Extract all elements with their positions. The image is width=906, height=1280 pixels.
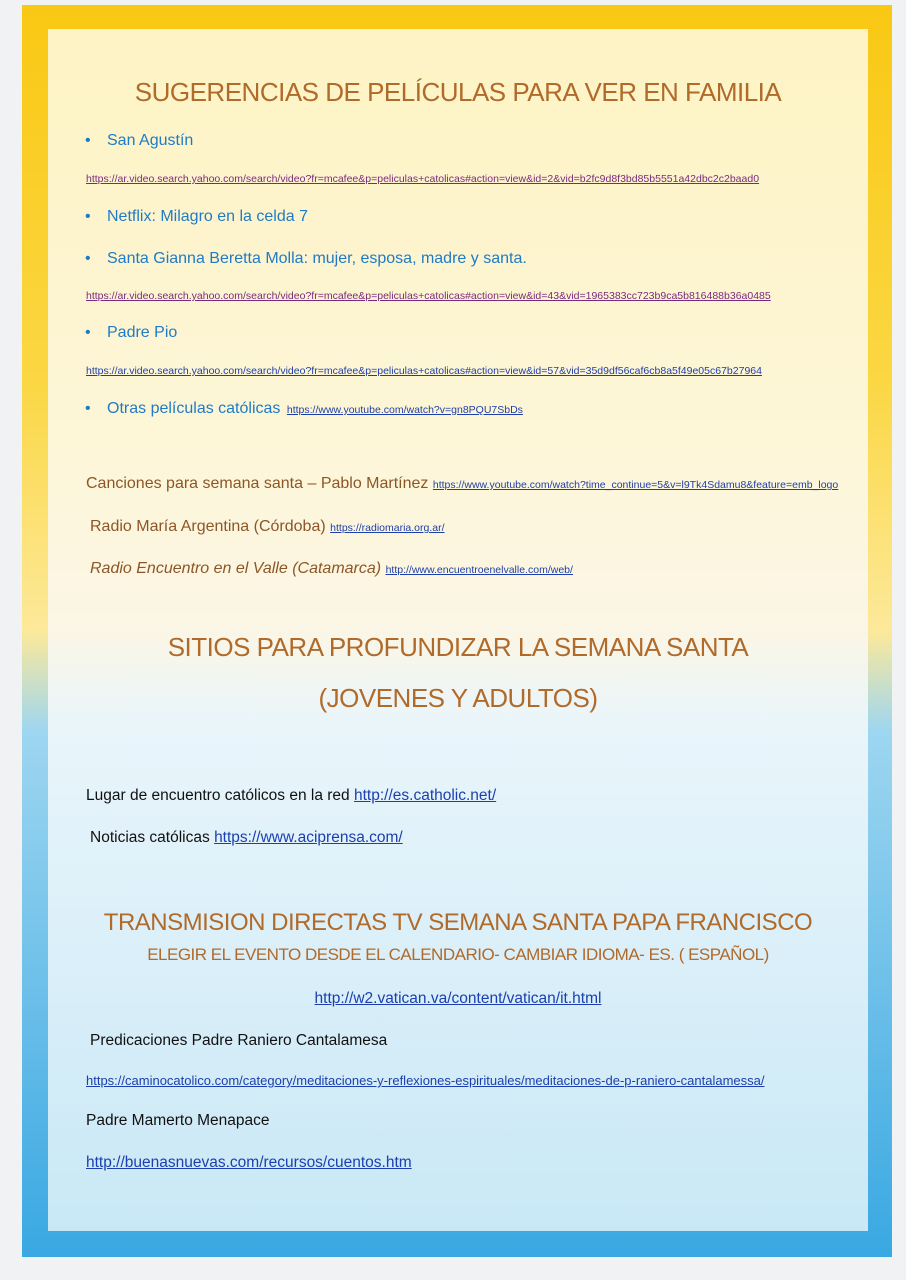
movie-link[interactable]: https://www.youtube.com/watch?v=gn8PQU7SbDs	[286, 404, 523, 416]
bullet-icon: •	[85, 208, 91, 225]
movie-link[interactable]: https://ar.video.search.yahoo.com/search/video?fr=mcafee&p=peliculas+catolicas#action=view&id=43&vid=1965383cc723b9ca5b816488b36a0485	[86, 290, 771, 302]
menapace-link[interactable]: http://buenasnuevas.com/recursos/cuentos.htm	[86, 1154, 412, 1171]
aciprensa-link[interactable]: https://www.aciprensa.com/	[214, 829, 403, 846]
radio-encuentro-link[interactable]: http://www.encuentroenelvalle.com/web/	[385, 564, 573, 576]
heading-tv: TRANSMISION DIRECTAS TV SEMANA SANTA PAPA FRANCISCO	[103, 909, 813, 936]
bullet-icon: •	[85, 324, 91, 341]
subheading-tv: ELEGIR EL EVENTO DESDE EL CALENDARIO- CAMBIAR IDIOMA- ES. ( ESPAÑOL)	[147, 945, 769, 964]
movie-title: Santa Gianna Beretta Molla: mujer, esposa, madre y santa.	[107, 250, 527, 267]
content-panel	[48, 29, 868, 1231]
vatican-link[interactable]: http://w2.vatican.va/content/vatican/it.html	[314, 990, 602, 1007]
radio-encuentro-label: Radio Encuentro en el Valle (Catamarca)	[90, 560, 382, 577]
radio-maria-line	[90, 518, 445, 536]
heading-sites: SITIOS PARA PROFUNDIZAR LA SEMANA SANTA	[167, 632, 749, 662]
menapace-label: Padre Mamerto Menapace	[86, 1112, 270, 1129]
catholic-net-line	[86, 787, 496, 805]
flyer-page	[22, 5, 892, 1257]
catholic-net-label: Lugar de encuentro católicos en la red	[86, 787, 350, 804]
radio-maria-link[interactable]: https://radiomaria.org.ar/	[330, 522, 445, 534]
movie-title: Padre Pio	[107, 324, 178, 341]
heading-movies: SUGERENCIAS DE PELÍCULAS PARA VER EN FAMILIA	[134, 77, 782, 107]
bullet-icon: •	[85, 132, 91, 149]
catholic-net-link[interactable]: http://es.catholic.net/	[354, 787, 497, 804]
bullet-icon: •	[85, 400, 91, 417]
songs-line	[86, 475, 838, 493]
movie-link[interactable]: https://ar.video.search.yahoo.com/search/video?fr=mcafee&p=peliculas+catolicas#action=view&id=2&vid=b2fc9d8f3bd85b5551a42dbc2c2baad0	[86, 173, 760, 185]
movie-title: Otras películas católicas	[107, 400, 281, 417]
aciprensa-line	[90, 829, 403, 847]
heading-sites-sub: (JOVENES Y ADULTOS)	[318, 683, 598, 713]
movie-item	[85, 132, 193, 150]
radio-maria-label: Radio María Argentina (Córdoba)	[90, 518, 326, 535]
bullet-icon: •	[85, 250, 91, 267]
aciprensa-label: Noticias católicas	[90, 829, 210, 846]
movie-item	[85, 250, 527, 268]
cantalamesa-label: Predicaciones Padre Raniero Cantalamesa	[90, 1032, 388, 1049]
songs-link[interactable]: https://www.youtube.com/watch?time_continue=5&v=l9Tk4Sdamu8&feature=emb_logo	[432, 479, 839, 491]
movie-item	[85, 400, 523, 418]
movie-item	[85, 324, 177, 342]
movie-item	[85, 208, 308, 226]
radio-encuentro-line	[90, 560, 573, 578]
cantalamesa-link[interactable]: https://caminocatolico.com/category/meditaciones-y-reflexiones-espirituales/meditaciones-de-p-raniero-cantalamessa/	[86, 1073, 765, 1088]
songs-label: Canciones para semana santa – Pablo Martínez	[86, 475, 429, 492]
movie-title: Netflix: Milagro en la celda 7	[107, 208, 308, 225]
movie-title: San Agustín	[107, 132, 194, 149]
movie-link[interactable]: https://ar.video.search.yahoo.com/search/video?fr=mcafee&p=peliculas+catolicas#action=view&id=57&vid=35d9df56caf6cb8a5f49e05c67b27964	[86, 365, 762, 377]
